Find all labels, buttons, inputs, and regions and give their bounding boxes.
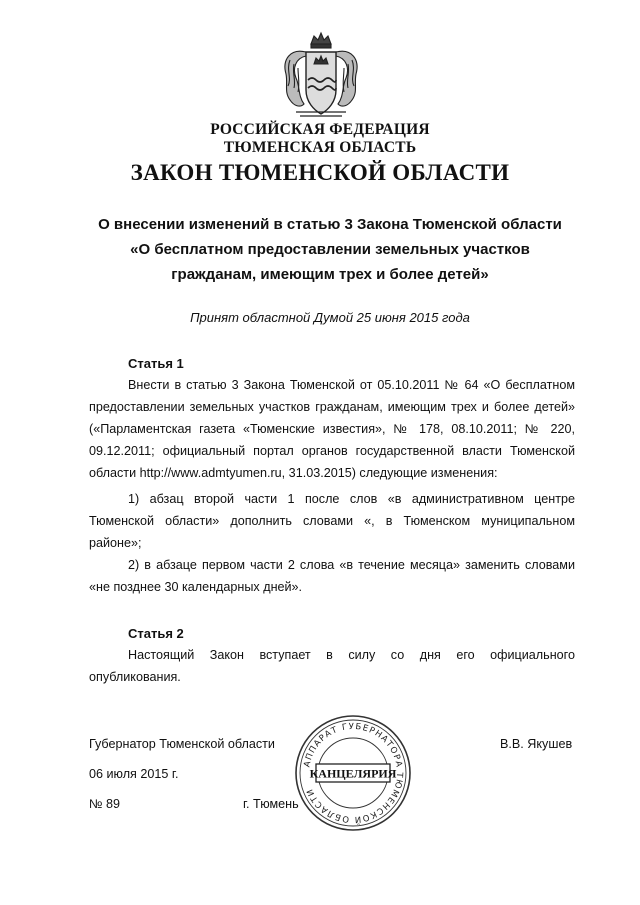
law-title (80, 212, 580, 287)
signing-city: г. Тюмень (243, 797, 299, 811)
text-line: Тюменской области» дополнить словами «, в Тюменском муниципальном (89, 514, 575, 528)
text-line: 1) абзац второй части 1 после слов «в административном центре (128, 492, 575, 506)
law-number: № 89 (89, 797, 121, 811)
text-line: области http://www.admtyumen.ru, 31.03.2015) следующие изменения: (89, 466, 498, 480)
text-line: «не позднее 30 календарных дней». (89, 580, 303, 594)
article-1-heading: Статья 1 (128, 356, 184, 371)
text-line: опубликования. (89, 670, 181, 684)
law-title-line: «О бесплатном предоставлении земельных участков (130, 241, 530, 258)
signing-date: 06 июля 2015 г. (89, 767, 179, 781)
text-line: предоставлении земельных участков гражданам, имеющим трех и более детей» (89, 400, 575, 414)
text-line: районе»; (89, 536, 142, 550)
text-line: Внести в статью 3 Закона Тюменской от 05.10.2011 № 64 «О бесплатном (128, 378, 575, 392)
coat-of-arms-icon (276, 30, 366, 122)
article-1-item-1 (89, 488, 575, 554)
governor-name: В.В. Якушев (500, 737, 573, 751)
header-country: РОССИЙСКАЯ ФЕДЕРАЦИЯ (210, 121, 430, 138)
header-law-type: ЗАКОН ТЮМЕНСКОЙ ОБЛАСТИ (130, 160, 510, 185)
stamp-center-text: КАНЦЕЛЯРИЯ (309, 766, 397, 781)
article-1-item-2 (89, 554, 575, 598)
article-2-text (89, 644, 575, 688)
governor-title: Губернатор Тюменской области (89, 737, 275, 751)
official-stamp (292, 712, 414, 834)
text-line: («Парламентская газета «Тюменские известия», № 178, 08.10.2011; № 220, (89, 422, 575, 436)
header-region: ТЮМЕНСКАЯ ОБЛАСТЬ (223, 139, 417, 156)
law-title-line: гражданам, имеющим трех и более детей» (171, 266, 489, 283)
stamp-ring-text: АППАРАТ ГУБЕРНАТОРА ТЮМЕНСКОЙ ОБЛАСТИ (302, 721, 405, 825)
article-2-heading: Статья 2 (128, 626, 184, 641)
text-line: 2) в абзаце первом части 2 слова «в течение месяца» заменить словами (128, 558, 575, 572)
adoption-note: Принят областной Думой 25 июня 2015 года (190, 310, 470, 325)
text-line: 09.12.2011; официальный портал органов государственной власти Тюменской (89, 444, 575, 458)
text-line: Настоящий Закон вступает в силу со дня его официального (128, 648, 575, 662)
article-1-intro (89, 374, 575, 484)
law-title-line: О внесении изменений в статью 3 Закона Тюменской области (98, 216, 562, 233)
